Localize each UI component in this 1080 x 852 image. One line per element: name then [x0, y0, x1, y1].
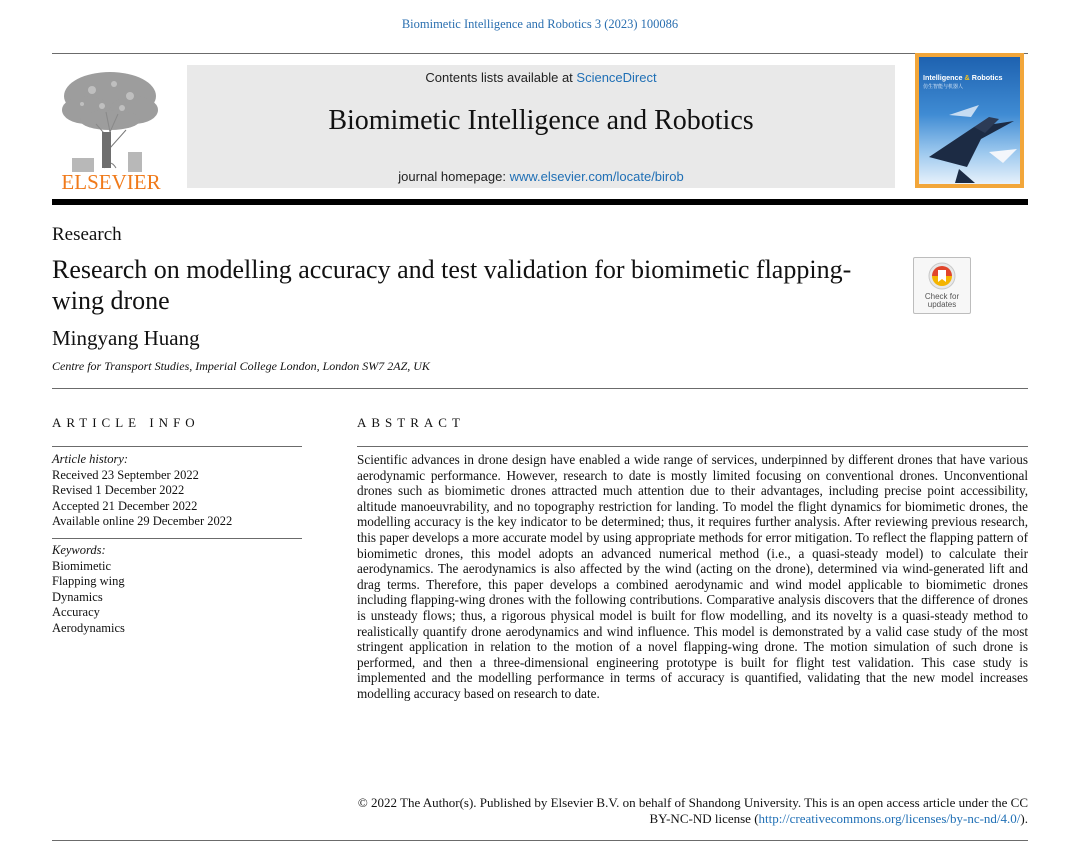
license-link[interactable]: http://creativecommons.org/licenses/by-nc-nd/4.0/	[758, 810, 1021, 826]
sciencedirect-link[interactable]: ScienceDirect	[576, 70, 657, 85]
keyword-item: Accuracy	[52, 605, 100, 619]
elsevier-tree-icon	[52, 62, 170, 190]
cover-title-word-2: Robotics	[971, 73, 1003, 82]
cover-title-word-1: Intelligence	[923, 73, 963, 82]
license-prefix: © 2022 The Author(s). Published by Elsevier B.V. on behalf of Shandong University. This is an open access article under the CC BY-NC-ND license (	[357, 795, 1028, 826]
keyword-item: Biomimetic	[52, 558, 112, 573]
header-bottom-rule	[52, 199, 1028, 205]
cover-bird-icon	[919, 97, 1020, 184]
license-statement	[357, 795, 1028, 826]
keywords-label: Keywords:	[52, 543, 106, 557]
article-history-label: Article history:	[52, 452, 129, 466]
header-top-rule	[52, 53, 1028, 54]
footer-rule	[52, 840, 1028, 841]
license-suffix: ).	[1020, 810, 1028, 826]
journal-banner	[187, 65, 895, 188]
keywords-rule	[52, 538, 302, 539]
history-available-online: Available online 29 December 2022	[52, 514, 233, 528]
article-info-rule	[52, 446, 302, 447]
article-history	[52, 452, 232, 530]
journal-cover-image[interactable]	[915, 53, 1024, 188]
cover-subtitle: 仿生智能与机器人	[923, 84, 964, 90]
contents-prefix: Contents lists available at	[425, 70, 577, 85]
meta-divider	[52, 388, 1028, 389]
crossmark-icon	[928, 262, 956, 292]
cover-title-amp: &	[964, 73, 970, 82]
journal-citation[interactable]: Biomimetic Intelligence and Robotics 3 (2023) 100086	[401, 17, 679, 31]
abstract-rule	[357, 446, 1028, 447]
article-title: Research on modelling accuracy and test validation for biomimetic flapping-wing drone	[52, 255, 852, 315]
homepage-line	[187, 169, 895, 184]
abstract-body: Scientific advances in drone design have enabled a wide range of services, underpinned by different drones that have various aerodynamic performance. However, research to date is mostly limited focusing on conventional drones. Unconventional drones such as biomimetic drones attracted much attention due to their advantages, including precise point accessibility, altitude manoeuvrability, and no topography restriction for landing. To model the flight dynamics for biomimetic drones, the modelling accuracy is the key indicator to be determined; thus, it requires further analysis. After reviewing previous research, this paper develops a more accurate model by using appropriate methods for error mitigation. To reflect the flapping pattern of biomimetic drones, this model adopts an advanced numerical method (i.e., a quasi-steady model) to calculate their aerodynamics. The aerodynamics is also affected by the wind (acting on the drone), determined via wind-generated lift and drag terms. Therefore, this paper develops a combined aerodynamic and wind model applicable to biomimetic drones including flapping-wing drones with the following contributions. Comparative analysis discovers that the difference of drones is unsteady flows; thus, a rigorous physical model is built for flow modelling, and its novelty is a quasi-steady method to realistically quantify drone aerodynamics and wind influence. This model is demonstrated by a valid case study of the most stringent application in relation to the motion of a novel flapping-wing drone. The motion simulation of such drone is performed, and then a three-dimensional engineering prototype is built for flight test validation. This case study is implemented and the modelling performance in terms of accuracy is quantified, validating that the new model increases modelling accuracy based on research to date.	[357, 452, 1028, 701]
keyword-item: Flapping wing	[52, 574, 125, 588]
abstract-heading: ABSTRACT	[357, 415, 465, 430]
check-for-updates-button[interactable]	[913, 257, 971, 314]
article-type: Research	[52, 224, 122, 245]
keyword-item: Dynamics	[52, 589, 103, 604]
check-for-updates-label: Check for updates	[924, 292, 960, 309]
author-name[interactable]: Mingyang Huang	[52, 326, 200, 350]
publisher-wordmark: ELSEVIER	[61, 170, 161, 190]
journal-name: Biomimetic Intelligence and Robotics	[328, 105, 754, 136]
history-accepted: Accepted 21 December 2022	[52, 498, 198, 513]
homepage-prefix: journal homepage:	[398, 169, 510, 184]
journal-homepage-link[interactable]: www.elsevier.com/locate/birob	[509, 169, 684, 184]
history-revised: Revised 1 December 2022	[52, 483, 185, 497]
keywords-list	[52, 543, 125, 636]
cover-artwork	[919, 57, 1020, 184]
history-received: Received 23 September 2022	[52, 467, 199, 482]
author-affiliation: Centre for Transport Studies, Imperial College London, London SW7 2AZ, UK	[52, 359, 430, 373]
cover-title	[923, 73, 1019, 82]
contents-line	[187, 70, 895, 85]
article-info-heading: ARTICLE INFO	[52, 415, 200, 430]
publisher-logo[interactable]	[52, 62, 170, 190]
keyword-item: Aerodynamics	[52, 620, 125, 635]
